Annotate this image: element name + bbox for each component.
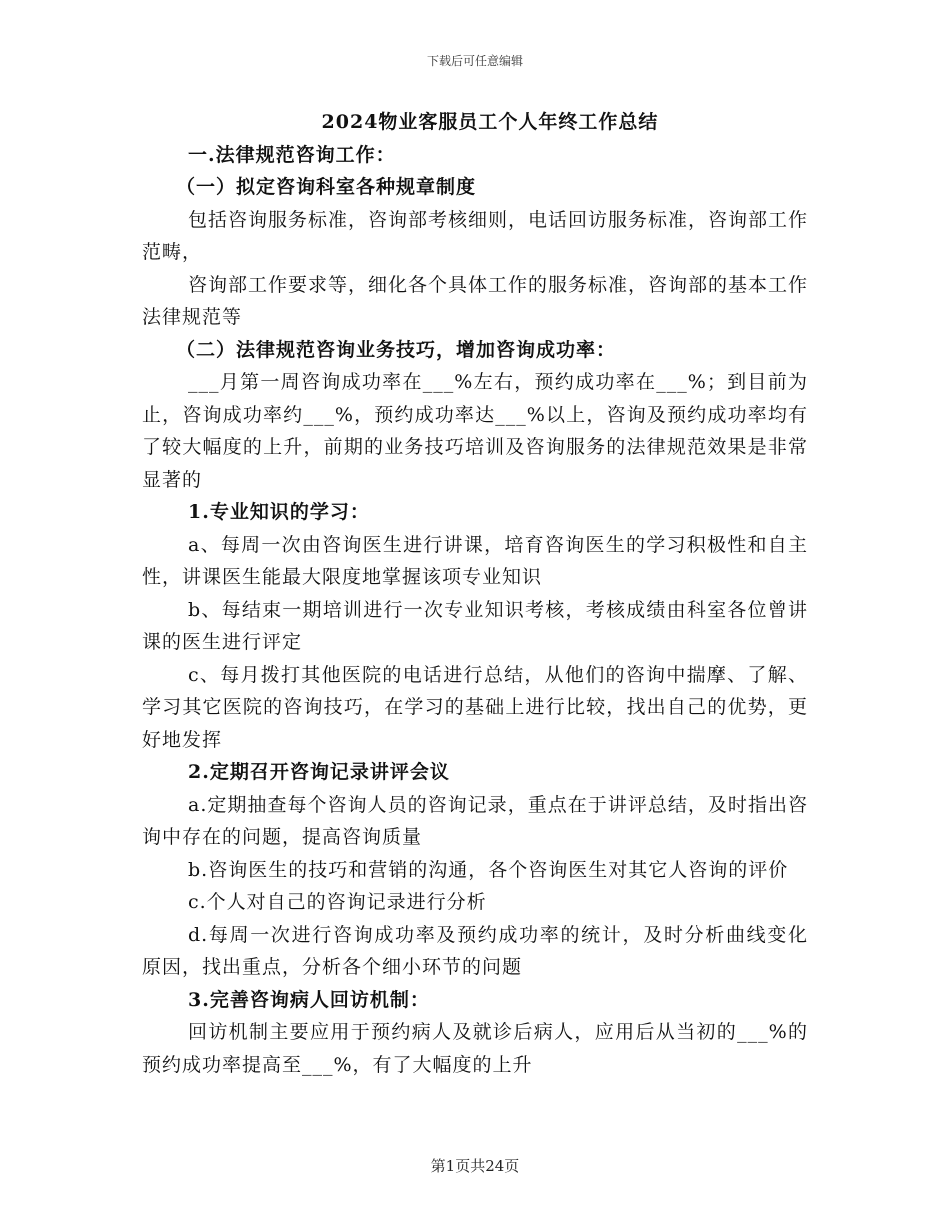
paragraph: ___月第一周咨询成功率在___%左右，预约成功率在___%；到目前为止，咨询成功率约___%，预约成功率达___%以上，咨询及预约成功率均有了较大幅度的上升，前期的业务技巧培训及咨询服务的法律规范效果是非常显著的 [142, 371, 808, 491]
paragraph: 咨询部工作要求等，细化各个具体工作的服务标准，咨询部的基本工作法律规范等 [142, 273, 809, 328]
paragraph: b.咨询医生的技巧和营销的沟通，各个咨询医生对其它人咨询的评价 [188, 858, 789, 881]
paragraph: a、每周一次由咨询医生进行讲课，培育咨询医生的学习积极性和自主性，讲课医生能最大限度地掌握该项专业知识 [142, 533, 808, 588]
paragraph: 包括咨询服务标准，咨询部考核细则，电话回访服务标准，咨询部工作范畴， [142, 208, 809, 263]
item-heading: 3.完善咨询病人回访机制： [188, 988, 430, 1011]
paragraph: c.个人对自己的咨询记录进行分析 [188, 891, 487, 913]
paragraph: c、每月拨打其他医院的电话进行总结，从他们的咨询中揣摩、了解、学习其它医院的咨询技巧，在学习的基础上进行比较，找出自己的优势，更好地发挥 [142, 663, 808, 751]
paragraph: 回访机制主要应用于预约病人及就诊后病人，应用后从当初的___%的预约成功率提高至___%，有了大幅度的上升 [142, 1021, 808, 1076]
paragraph: a.定期抽查每个咨询人员的咨询记录，重点在于讲评总结，及时指出咨询中存在的问题，提高咨询质量 [142, 793, 808, 848]
document-body [142, 106, 808, 1081]
page-header-note: 下载后可任意编辑 [426, 54, 523, 68]
paragraph: b、每结束一期培训进行一次专业知识考核，考核成绩由科室各位曾讲课的医生进行评定 [142, 598, 808, 653]
subsection-heading: （一）拟定咨询科室各种规章制度 [176, 176, 477, 198]
subsection-heading: （二）法律规范咨询业务技巧，增加咨询成功率： [176, 338, 617, 361]
item-heading: 2.定期召开咨询记录讲评会议 [188, 761, 450, 783]
item-heading: 1.专业知识的学习： [188, 501, 370, 523]
page-number-footer: 第1页共24页 [430, 1157, 520, 1175]
paragraph: d.每周一次进行咨询成功率及预约成功率的统计，及时分析曲线变化原因，找出重点，分析各个细小环节的问题 [142, 923, 808, 978]
section-heading: 一.法律规范咨询工作： [188, 143, 396, 166]
document-title: 2024物业客服员工个人年终工作总结 [321, 111, 659, 133]
